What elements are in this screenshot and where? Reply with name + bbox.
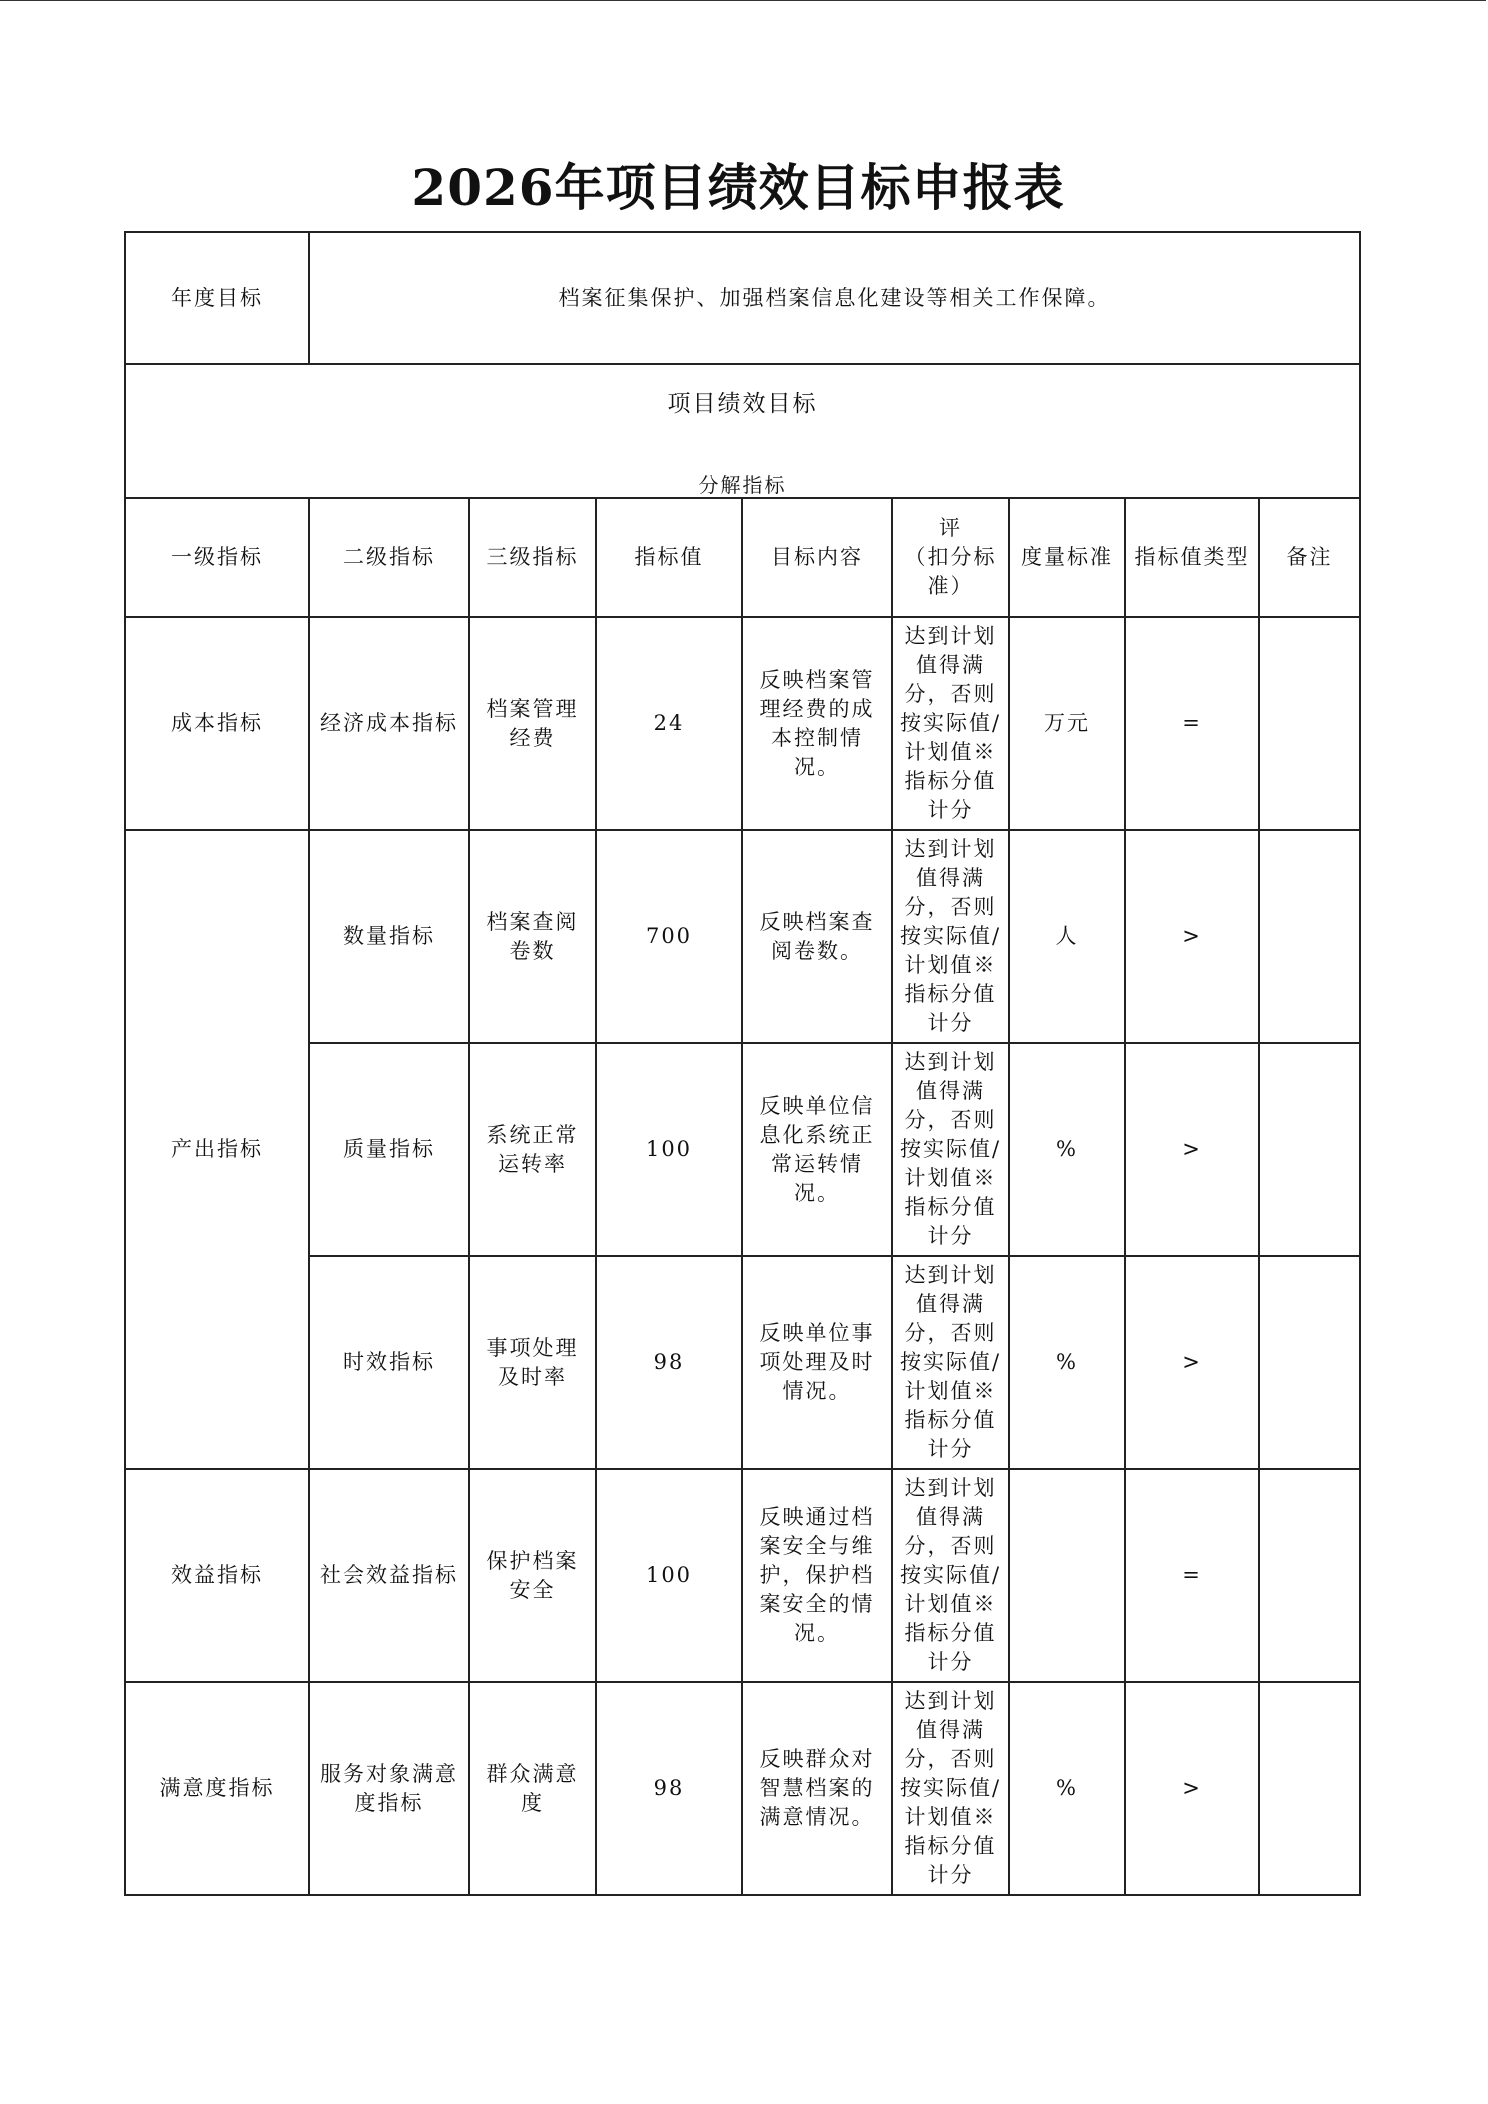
- note-cell: [1259, 830, 1360, 1043]
- note-cell: [1259, 1043, 1360, 1256]
- value-type-cell: =: [1125, 1469, 1259, 1682]
- note-cell: [1259, 1682, 1360, 1895]
- value-type-cell: >: [1125, 1043, 1259, 1256]
- value-cell: 98: [596, 1256, 742, 1469]
- breakdown-indicators-label: 分解指标: [698, 473, 787, 497]
- level1-cell: 成本指标: [125, 617, 309, 830]
- measure-cell: 万元: [1009, 617, 1125, 830]
- annual-goal-text: 档案征集保护、加强档案信息化建设等相关工作保障。: [309, 232, 1360, 364]
- measure-cell: 人: [1009, 830, 1125, 1043]
- table-row: [125, 1043, 1360, 1256]
- value-cell: 700: [596, 830, 742, 1043]
- table-row: [125, 617, 1360, 830]
- content-cell: 反映档案管理经费的成本控制情况。: [742, 617, 892, 830]
- value-cell: 24: [596, 617, 742, 830]
- value-type-cell: >: [1125, 1256, 1259, 1469]
- level3-cell: 保护档案安全: [469, 1469, 596, 1682]
- level3-cell: 档案查阅卷数: [469, 830, 596, 1043]
- value-type-cell: =: [1125, 617, 1259, 830]
- content-cell: 反映单位信息化系统正常运转情况。: [742, 1043, 892, 1256]
- value-cell: 98: [596, 1682, 742, 1895]
- content-cell: 反映档案查阅卷数。: [742, 830, 892, 1043]
- level3-cell: 事项处理及时率: [469, 1256, 596, 1469]
- header-level1: 一级指标: [125, 498, 309, 617]
- page-top-border: [0, 0, 1486, 2]
- measure-cell: [1009, 1469, 1125, 1682]
- performance-header-row: [125, 364, 1360, 498]
- table-row: [125, 1256, 1360, 1469]
- header-content: 目标内容: [742, 498, 892, 617]
- scoring-cell: 达到计划值得满分，否则按实际值/计划值※指标分值计分: [892, 830, 1009, 1043]
- measure-cell: %: [1009, 1256, 1125, 1469]
- performance-target-cell: [125, 364, 1360, 498]
- scoring-cell: 达到计划值得满分，否则按实际值/计划值※指标分值计分: [892, 1469, 1009, 1682]
- level3-cell: 群众满意度: [469, 1682, 596, 1895]
- column-header-row: [125, 498, 1360, 617]
- header-value-type: 指标值类型: [1125, 498, 1259, 617]
- annual-goal-row: [125, 232, 1360, 364]
- measure-cell: %: [1009, 1682, 1125, 1895]
- header-level3: 三级指标: [469, 498, 596, 617]
- level2-cell: 经济成本指标: [309, 617, 469, 830]
- content-cell: 反映通过档案安全与维护，保护档案安全的情况。: [742, 1469, 892, 1682]
- header-value: 指标值: [596, 498, 742, 617]
- content-cell: 反映单位事项处理及时情况。: [742, 1256, 892, 1469]
- scoring-cell: 达到计划值得满分，否则按实际值/计划值※指标分值计分: [892, 1043, 1009, 1256]
- level2-cell: 服务对象满意度指标: [309, 1682, 469, 1895]
- level1-cell: 满意度指标: [125, 1682, 309, 1895]
- value-cell: 100: [596, 1469, 742, 1682]
- level2-cell: 质量指标: [309, 1043, 469, 1256]
- header-level2: 二级指标: [309, 498, 469, 617]
- value-type-cell: >: [1125, 830, 1259, 1043]
- value-type-cell: >: [1125, 1682, 1259, 1895]
- level2-cell: 时效指标: [309, 1256, 469, 1469]
- scoring-cell: 达到计划值得满分，否则按实际值/计划值※指标分值计分: [892, 1682, 1009, 1895]
- measure-cell: %: [1009, 1043, 1125, 1256]
- level2-cell: 社会效益指标: [309, 1469, 469, 1682]
- table-row: [125, 1682, 1360, 1895]
- level1-cell: 产出指标: [125, 830, 309, 1469]
- annual-goal-label: 年度目标: [125, 232, 309, 364]
- level2-cell: 数量指标: [309, 830, 469, 1043]
- scoring-cell: 达到计划值得满分，否则按实际值/计划值※指标分值计分: [892, 1256, 1009, 1469]
- performance-report-table: [124, 231, 1361, 1896]
- level3-cell: 系统正常运转率: [469, 1043, 596, 1256]
- note-cell: [1259, 1256, 1360, 1469]
- header-measure: 度量标准: [1009, 498, 1125, 617]
- content-cell: 反映群众对智慧档案的满意情况。: [742, 1682, 892, 1895]
- header-note: 备注: [1259, 498, 1360, 617]
- page-title: 2026年项目绩效目标申报表: [411, 158, 1065, 217]
- performance-target-title: 项目绩效目标: [667, 391, 818, 417]
- note-cell: [1259, 1469, 1360, 1682]
- value-cell: 100: [596, 1043, 742, 1256]
- header-scoring: 评 （扣分标准）: [892, 498, 1009, 617]
- table-row: [125, 830, 1360, 1043]
- level3-cell: 档案管理经费: [469, 617, 596, 830]
- scoring-cell: 达到计划值得满分，否则按实际值/计划值※指标分值计分: [892, 617, 1009, 830]
- table-row: [125, 1469, 1360, 1682]
- note-cell: [1259, 617, 1360, 830]
- level1-cell: 效益指标: [125, 1469, 309, 1682]
